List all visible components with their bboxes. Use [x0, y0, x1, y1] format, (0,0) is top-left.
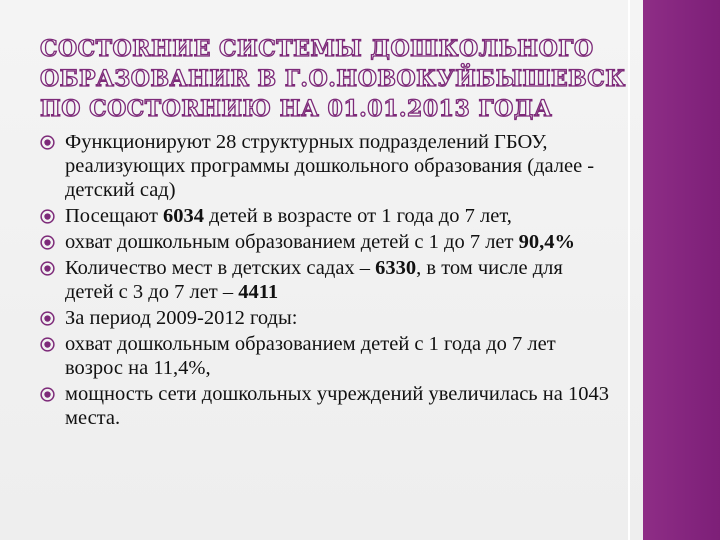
bullet-value: 90,4%	[518, 231, 575, 253]
bullet-item-2	[40, 204, 615, 228]
bullet-item-6	[40, 332, 615, 380]
circle-target-icon	[40, 261, 55, 276]
bullet-item-5	[40, 306, 615, 330]
bullet-value: 6034	[163, 205, 205, 227]
bullet-item-7	[40, 382, 615, 430]
bullet-value: 6330	[375, 257, 417, 279]
bullet-item-4	[40, 256, 615, 304]
bullet-text: Функционируют 28 структурных подразделений ГБОУ, реализующих программы дошкольного образования (далее - детский сад)	[65, 131, 595, 201]
bullet-list	[40, 130, 615, 432]
circle-target-icon	[40, 387, 55, 402]
bullet-text: охват дошкольным образованием детей с 1 года до 7 лет возрос на 11,4%,	[65, 333, 556, 379]
circle-target-icon	[40, 311, 55, 326]
circle-target-icon	[40, 135, 55, 150]
slide-title	[40, 34, 626, 124]
side-decorative-band	[643, 0, 720, 540]
circle-target-icon	[40, 209, 55, 224]
title-line-2: ОБРАЗОВАНИR В Г.О.НОВОКУЙБЫШЕВСК	[40, 66, 626, 92]
bullet-text: Количество мест в детских садах –	[65, 257, 376, 279]
bullet-value: 4411	[238, 281, 279, 303]
bullet-text: детей в возрасте от 1 года до 7 лет,	[204, 205, 512, 227]
circle-target-icon	[40, 235, 55, 250]
bullet-text: охват дошкольным образованием детей с 1 до 7 лет	[65, 231, 519, 253]
bullet-text: За период 2009-2012 годы:	[65, 307, 298, 329]
side-divider-line	[628, 0, 630, 540]
bullet-item-3	[40, 230, 615, 254]
title-line-3: ПО СОСТОRНИЮ НА 01.01.2013 ГОДА	[40, 96, 553, 122]
bullet-item-1	[40, 130, 615, 202]
circle-target-icon	[40, 337, 55, 352]
bullet-text: мощность сети дошкольных учреждений увеличилась на 1043 места.	[65, 383, 609, 429]
bullet-text: , в том числе для детей с 3 до 7 лет –	[65, 257, 563, 303]
bullet-text: Посещают	[65, 205, 164, 227]
title-line-1: СОСТОRНИЕ СИСТЕМЫ ДОШКОЛЬНОГО	[40, 36, 594, 62]
